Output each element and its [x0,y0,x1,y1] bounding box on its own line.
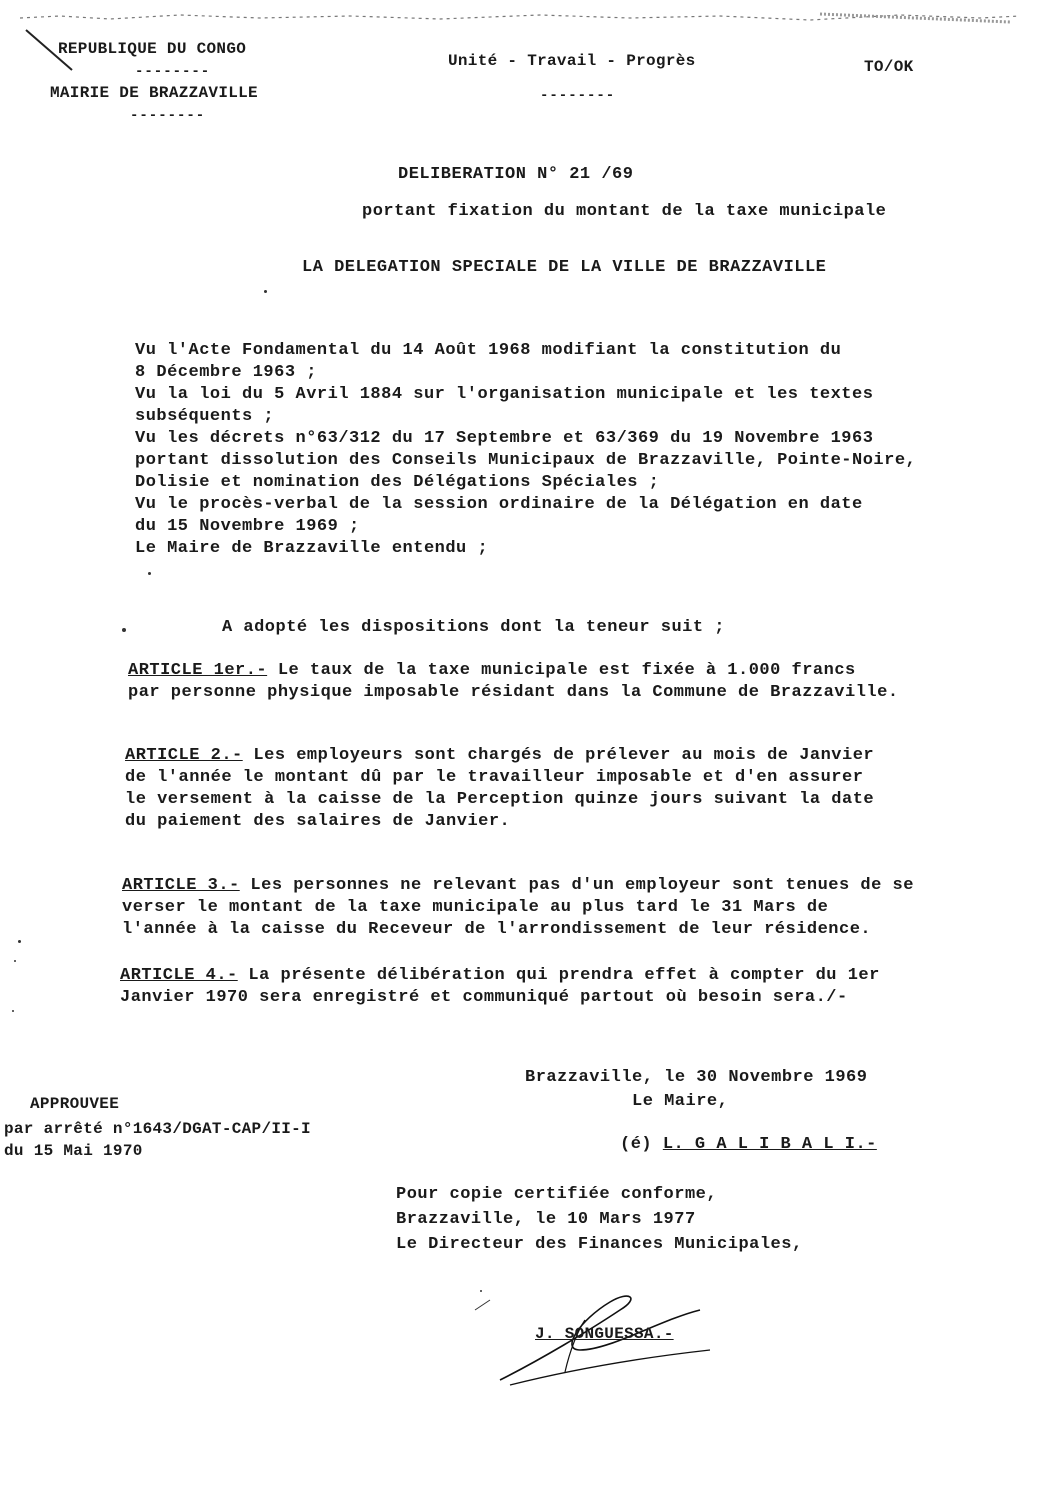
article-2 [125,745,874,833]
approval-decree: par arrêté n°1643/DGAT-CAP/II-I [4,1120,311,1138]
issuing-authority: LA DELEGATION SPECIALE DE LA VILLE DE BRAZZAVILLE [302,258,827,277]
header-separator-1: -------- [135,64,211,80]
consideration-line: 8 Décembre 1963 ; [135,363,317,382]
city-hall-name: MAIRIE DE BRAZZAVILLE [50,84,258,102]
article-line: Le taux de la taxe municipale est fixée à 1.000 francs [267,661,856,680]
considerations-block [135,340,916,560]
consideration-line: subséquents ; [135,407,275,426]
header-separator-2: -------- [130,108,206,124]
consideration-line: Vu le procès-verbal de la session ordinaire de la Délégation en date [135,495,863,514]
scan-speck [12,1010,14,1012]
deliberation-number: DELIBERATION N° 21 /69 [398,165,634,184]
consideration-line: Le Maire de Brazzaville entendu ; [135,539,489,558]
approval-title: APPROUVEE [30,1095,120,1113]
motto-separator: -------- [540,88,616,104]
scan-speck [480,1290,482,1292]
article-line: Les personnes ne relevant pas d'un employeur sont tenues de se [239,876,914,895]
deliberation-subtitle: portant fixation du montant de la taxe municipale [362,202,887,221]
article-4 [120,965,880,1009]
national-motto: Unité - Travail - Progrès [448,52,696,70]
signature-place-date: Brazzaville, le 30 Novembre 1969 [525,1068,868,1087]
certified-copy-line: Pour copie certifiée conforme, [396,1185,718,1204]
certified-copy-role: Le Directeur des Finances Municipales, [396,1235,803,1254]
scan-speck [148,572,151,575]
certified-copy-date: Brazzaville, le 10 Mars 1977 [396,1210,696,1229]
consideration-line: portant dissolution des Conseils Municipaux de Brazzaville, Pointe-Noire, [135,451,917,470]
article-line: Les employeurs sont chargés de prélever au mois de Janvier [242,746,875,765]
article-line: Janvier 1970 sera enregistré et communiqué partout où besoin sera./- [120,988,848,1007]
article-1-label: ARTICLE 1er.- [128,661,268,680]
consideration-line: Vu les décrets n°63/312 du 17 Septembre et 63/369 du 19 Novembre 1963 [135,429,874,448]
article-line: La présente délibération qui prendra effet à compter du 1er [237,966,880,985]
article-3-label: ARTICLE 3.- [122,876,240,895]
scan-speck [14,960,16,962]
article-2-label: ARTICLE 2.- [125,746,243,765]
article-4-label: ARTICLE 4.- [120,966,238,985]
article-line: par personne physique imposable résidant dans la Commune de Brazzaville. [128,683,899,702]
article-line: le versement à la caisse de la Perception quinze jours suivant la date [125,790,875,809]
article-line: verser le montant de la taxe municipale au plus tard le 31 Mars de [122,898,829,917]
consideration-line: Vu l'Acte Fondamental du 14 Août 1968 modifiant la constitution du [135,341,842,360]
signed-prefix: (é) [620,1135,653,1154]
article-line: l'année à la caisse du Receveur de l'arrondissement de leur résidence. [122,920,872,939]
approval-date: du 15 Mai 1970 [4,1142,143,1160]
signature-role: Le Maire, [632,1092,729,1111]
article-1 [128,660,899,704]
scan-noise-top [20,8,1020,28]
scan-speck [264,290,267,293]
consideration-line: Vu la loi du 5 Avril 1884 sur l'organisation municipale et les textes [135,385,874,404]
scan-speck [122,628,126,632]
article-line: du paiement des salaires de Janvier. [125,812,511,831]
mayor-name: L. G A L I B A L I.- [662,1135,877,1154]
consideration-line: du 15 Novembre 1969 ; [135,517,360,536]
republic-name: REPUBLIQUE DU CONGO [58,40,247,58]
reference-code: TO/OK [864,58,914,76]
article-3 [122,875,914,941]
signed-mayor [620,1135,877,1154]
scan-speck [18,940,21,943]
consideration-line: Dolisie et nomination des Délégations Spéciales ; [135,473,660,492]
adoption-statement: A adopté les dispositions dont la teneur suit ; [222,618,725,637]
article-line: de l'année le montant dû par le travailleur imposable et d'en assurer [125,768,864,787]
certifier-name: J. SONGUESSA.- [535,1325,674,1343]
